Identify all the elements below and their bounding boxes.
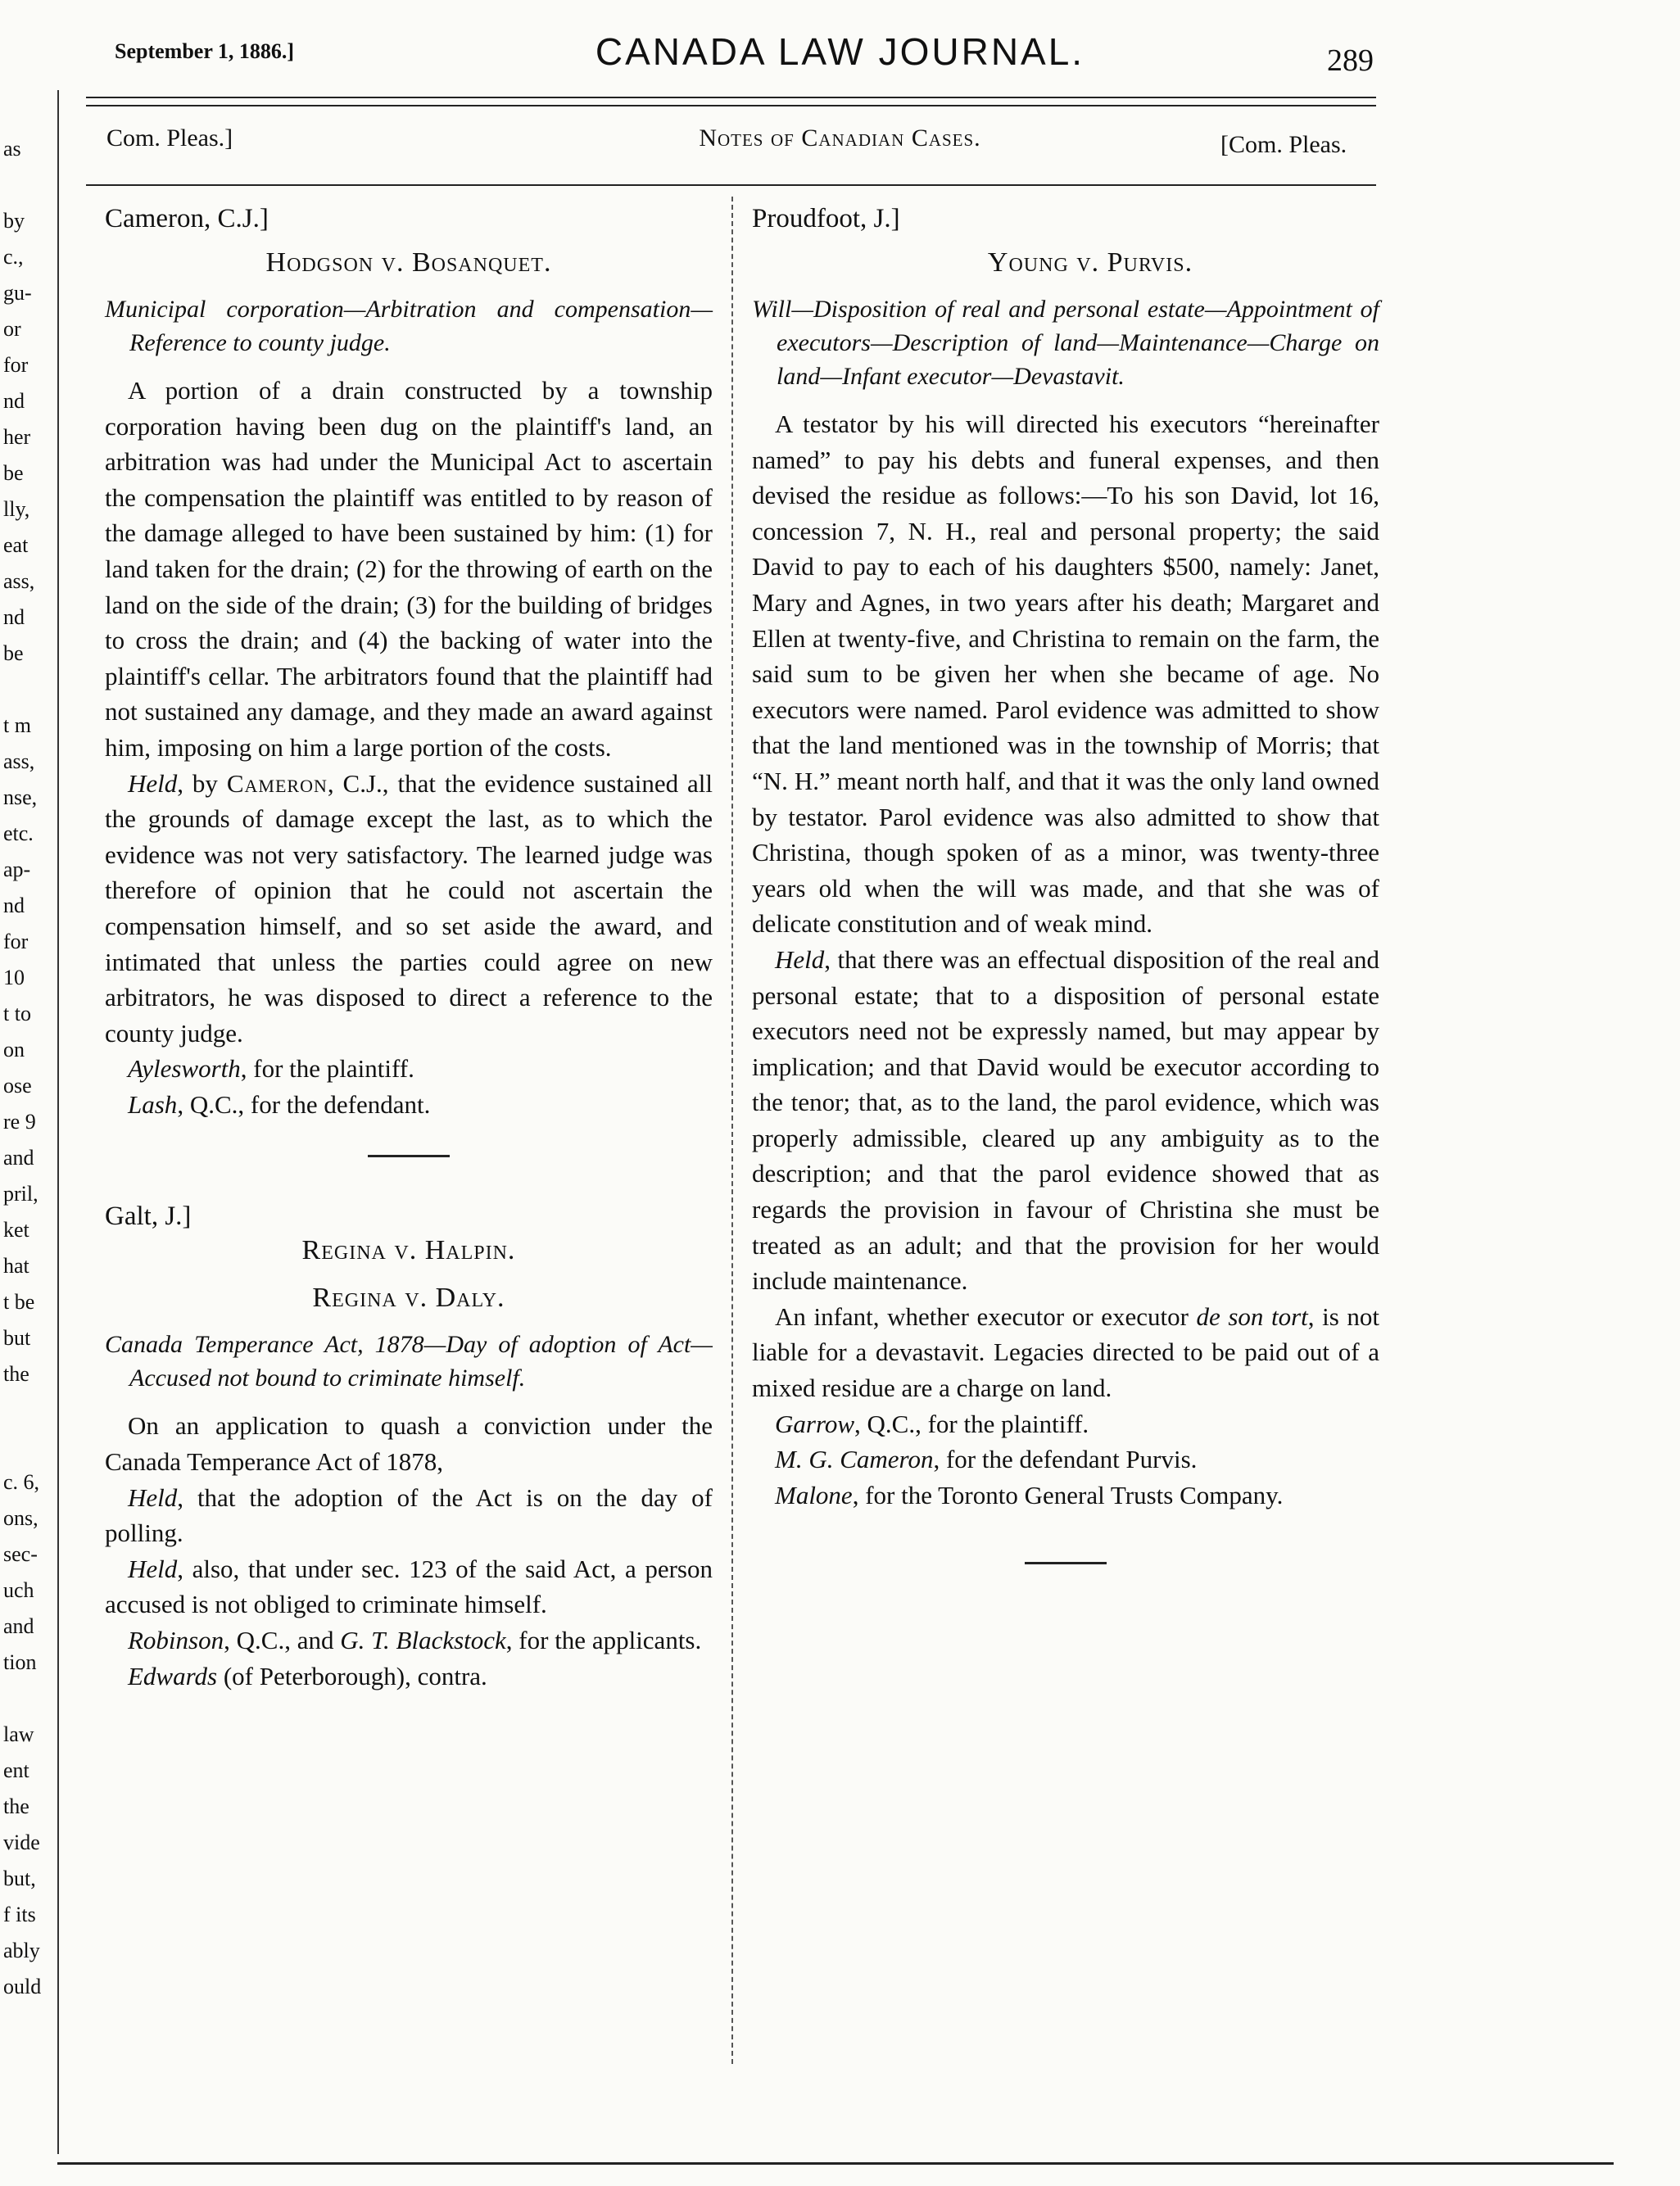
- margin-fragment: ably: [3, 1939, 40, 1962]
- margin-fragment: by: [3, 209, 25, 233]
- holding-text: , that there was an effectual disposition of the real and personal estate; that to a disposition of personal estate executors need not be expressly named, but may appear by implication; and that David would be executor according to the tenor; that, as to the land, the parol evidence, which was properly admissible, cleared up any ambiguity as to the description; and that the parol evidence showed that as regards the provision in favour of Christina she must be treated as an adult; and that the provision for her would include maintenance.: [752, 944, 1379, 1296]
- margin-fragment: tion: [3, 1650, 37, 1674]
- case-title: Hodgson v. Bosanquet.: [265, 247, 552, 278]
- margin-fragment: ap-: [3, 858, 31, 881]
- counsel-mid: , Q.C., and: [224, 1626, 341, 1655]
- case-holding: [752, 942, 1379, 1299]
- page-number: 289: [1327, 43, 1374, 78]
- margin-fragment: eat: [3, 533, 29, 557]
- case-title: Young v. Purvis.: [987, 247, 1193, 278]
- journal-title: CANADA LAW JOURNAL.: [595, 30, 1085, 73]
- section-heading: Notes of Canadian Cases.: [699, 124, 981, 152]
- margin-fragment: [3, 1428, 54, 1464]
- margin-fragment: but: [3, 1326, 31, 1350]
- holding-text: , that the adoption of the Act is on the day of polling.: [105, 1482, 713, 1548]
- counsel-name: G. T. Blackstock: [340, 1626, 506, 1655]
- section-rule: [86, 184, 1376, 186]
- margin-fragment: nd: [3, 389, 25, 413]
- counsel-role: , Q.C., for the defendant.: [177, 1089, 431, 1119]
- margin-fragment: the: [3, 1795, 29, 1818]
- counsel-name: M. G. Cameron: [775, 1445, 934, 1474]
- case-holding: [105, 1480, 713, 1551]
- holding-text: , also, that under sec. 123 of the said Act, a person accused is not obliged to criminate himself.: [105, 1554, 713, 1619]
- margin-fragment: for: [3, 353, 29, 377]
- margin-fragment: pril,: [3, 1182, 38, 1206]
- held-by: , by: [177, 768, 227, 798]
- counsel-name: Malone: [775, 1480, 853, 1509]
- held-word: Held: [128, 768, 178, 798]
- case-paragraph: A testator by his will directed his executors “hereinafter named” to pay his debts and funeral expenses, and then devised the residue as follows:—To his son David, lot 16, concession 7, N. H., real and personal property; the said David to pay to each of his daughters $500, namely: Janet, Mary and Agnes, in two years after his death; Margaret and Ellen at twenty-five, and Christina to remain on the farm, the said sum to be given her when she became of age. No executors were named. Parol evidence was admitted to show that the land mentioned was in the township of Morris; that “N. H.” meant north half, and that it was the only land owned by testator. Parol evidence was also admitted to show that Christina, though spoken of as a minor, was twenty-three years old when the will was made, and that she was of delicate constitution and of weak mind.: [752, 410, 1379, 939]
- margin-fragment: 10: [3, 966, 25, 989]
- counsel-line: [105, 1087, 713, 1123]
- paragraph-text: , is not liable for a devastavit. Legacies directed to be paid out of a mixed residue are a charge on land.: [752, 1301, 1379, 1403]
- margin-fragment: her: [3, 425, 31, 449]
- case-headnote: Municipal corporation—Arbitration and compensation—Reference to county judge.: [105, 296, 713, 356]
- margin-fragment: lly,: [3, 497, 30, 521]
- held-word: Held: [128, 1554, 178, 1583]
- case-title: Regina v. Halpin.: [301, 1235, 516, 1266]
- margin-fragment: sec-: [3, 1542, 38, 1566]
- holding-text: , C.J., that the evidence sustained all the grounds of damage except the last, as to which the evidence was not very satisfactory. The learned judge was therefore of opinion that he could not ascertain the compensation himself, and so set aside the award, and intimated that unless the parties could agree on new arbitrators, he was disposed to direct a reference to the county judge.: [105, 768, 713, 1048]
- case-headnote: Will—Disposition of real and personal estate—Appointment of executors—Description of land—Maintenance—Charge on land—Infant executor—Devastavit.: [752, 296, 1379, 390]
- counsel-role: , for the plaintiff.: [240, 1054, 414, 1084]
- case-paragraph: On an application to quash a conviction under the Canada Temperance Act of 1878,: [105, 1411, 713, 1477]
- case-separator: [368, 1155, 450, 1157]
- margin-fragment: the: [3, 1362, 29, 1386]
- paragraph-text: An infant, whether executor or executor: [775, 1301, 1197, 1331]
- held-judge: Cameron: [226, 768, 328, 798]
- case-paragraph: [752, 1299, 1379, 1406]
- margin-fragment: f its: [3, 1903, 36, 1926]
- latin-term: de son tort: [1196, 1301, 1308, 1331]
- margin-fragment: as: [3, 137, 21, 161]
- right-column: [752, 201, 1379, 1605]
- margin-fragment: and: [3, 1614, 34, 1638]
- counsel-name: Edwards: [128, 1661, 218, 1690]
- bottom-edge-line: [57, 2162, 1614, 2165]
- court-tag-left: Com. Pleas.]: [106, 124, 233, 152]
- margin-fragment: nse,: [3, 785, 38, 809]
- margin-fragment: for: [3, 930, 29, 953]
- counsel-role: , for the Toronto General Trusts Company.: [852, 1480, 1284, 1509]
- margin-fragment: uch: [3, 1578, 34, 1602]
- margin-fragment: ould: [3, 1975, 42, 1998]
- margin-fragment: t be: [3, 1290, 35, 1314]
- margin-fragment: [3, 167, 54, 203]
- margin-fragment: ass,: [3, 749, 35, 773]
- header-date: September 1, 1886.]: [115, 39, 295, 63]
- header-rule-2: [86, 105, 1376, 106]
- counsel-role: , for the applicants.: [505, 1626, 702, 1655]
- court-tag-right: [Com. Pleas.: [1220, 131, 1347, 158]
- case-judge: Cameron, C.J.]: [105, 204, 269, 233]
- margin-fragment: ons,: [3, 1506, 38, 1530]
- margin-fragment: but,: [3, 1867, 36, 1890]
- counsel-name: Aylesworth: [128, 1054, 241, 1084]
- counsel-line: [105, 1623, 713, 1659]
- adjacent-page-margin-text: [3, 131, 54, 2005]
- header-rule-1: [86, 97, 1376, 98]
- margin-fragment: ass,: [3, 569, 35, 593]
- margin-fragment: [3, 1392, 54, 1428]
- margin-fragment: [3, 672, 54, 708]
- margin-fragment: nd: [3, 894, 25, 917]
- margin-fragment: be: [3, 641, 24, 665]
- case-judge: Proudfoot, J.]: [752, 204, 900, 233]
- margin-fragment: gu-: [3, 281, 32, 305]
- page-edge-line: [57, 90, 59, 2154]
- margin-fragment: re 9: [3, 1110, 36, 1134]
- counsel-name: Robinson: [128, 1626, 224, 1655]
- margin-fragment: t m: [3, 713, 31, 737]
- counsel-line: [752, 1406, 1379, 1442]
- margin-fragment: hat: [3, 1254, 29, 1278]
- margin-fragment: t to: [3, 1002, 31, 1025]
- margin-fragment: on: [3, 1038, 25, 1061]
- margin-fragment: [3, 1681, 54, 1717]
- case-paragraph: A portion of a drain constructed by a township corporation having been dug on the plaintiff's land, an arbitration was had under the Municipal Act to ascertain the compensation the plaintiff was entitled to by reason of the damage alleged to have been sustained by him: (1) for land taken for the drain; (2) for the throwing of earth on the land on the side of the drain; (3) for the building of bridges to cross the drain; and (4) the backing of water into the plaintiff's cellar. The arbitrators found that the plaintiff had not sustained any damage, and they made an award against him, imposing on him a large portion of the costs.: [105, 376, 713, 762]
- margin-fragment: nd: [3, 605, 25, 629]
- held-word: Held: [775, 944, 825, 974]
- margin-fragment: ent: [3, 1758, 29, 1782]
- case-title: Regina v. Daly.: [312, 1283, 505, 1314]
- case-separator: [1025, 1562, 1107, 1564]
- margin-fragment: c. 6,: [3, 1470, 40, 1494]
- counsel-role: , for the defendant Purvis.: [933, 1445, 1198, 1474]
- margin-fragment: law: [3, 1722, 34, 1746]
- margin-fragment: c.,: [3, 245, 24, 269]
- counsel-line: [752, 1441, 1379, 1478]
- counsel-role: , Q.C., for the plaintiff.: [854, 1409, 1089, 1438]
- held-word: Held: [128, 1482, 178, 1512]
- counsel-role: (of Peterborough), contra.: [217, 1661, 487, 1690]
- margin-fragment: be: [3, 461, 24, 485]
- margin-fragment: and: [3, 1146, 34, 1170]
- counsel-name: Garrow: [775, 1409, 855, 1438]
- margin-fragment: or: [3, 317, 21, 341]
- case-holding: [105, 1551, 713, 1623]
- counsel-line: [105, 1659, 713, 1695]
- counsel-line: [105, 1051, 713, 1087]
- margin-fragment: ose: [3, 1074, 32, 1098]
- margin-fragment: vide: [3, 1831, 40, 1854]
- left-column: [105, 201, 713, 1694]
- counsel-name: Lash: [128, 1089, 178, 1119]
- margin-fragment: etc.: [3, 821, 34, 845]
- case-holding: [105, 766, 713, 1052]
- column-divider: [731, 197, 733, 2064]
- case-judge: Galt, J.]: [105, 1202, 192, 1232]
- counsel-line: [752, 1478, 1379, 1514]
- case-headnote: Canada Temperance Act, 1878—Day of adoption of Act—Accused not bound to criminate himself.: [105, 1331, 713, 1392]
- margin-fragment: ket: [3, 1218, 29, 1242]
